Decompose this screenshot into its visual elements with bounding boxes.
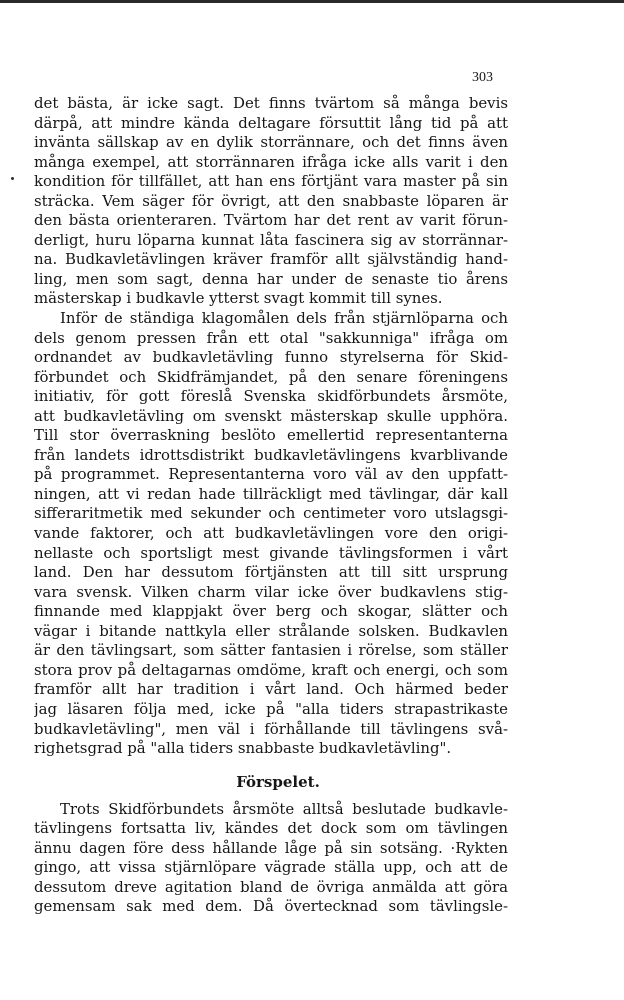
text-line: invänta sällskap av en dylik storrännare, och det finns även <box>34 133 508 152</box>
text-line: framför allt har tradition i vårt land. Och härmed beder <box>34 680 508 699</box>
paragraph-1 <box>34 94 508 309</box>
text-line: Till stor överraskning beslöto emellertid representanterna <box>34 426 508 445</box>
margin-mark <box>11 177 14 180</box>
text-line: jag läsaren följa med, icke på "alla tiders strapastrikaste <box>34 699 508 718</box>
text-line: gingo, att vissa stjärnlöpare vägrade ställa upp, och att de <box>34 858 508 877</box>
text-line: därpå, att mindre kända deltagare försuttit lång tid på att <box>34 113 508 132</box>
text-line: righetsgrad på "alla tiders snabbaste budkavletävling". <box>34 739 452 758</box>
text-line: sifferaritmetik med sekunder och centimeter voro utslagsgi- <box>34 504 508 523</box>
text-line: det bästa, är icke sagt. Det finns tvärtom så många bevis <box>34 94 508 112</box>
text-line: ordnandet av budkavletävling funno styrelserna för Skid- <box>34 348 508 367</box>
section-heading-text: Förspelet. <box>236 772 320 791</box>
page-number: 303 <box>472 70 493 85</box>
paragraph-3 <box>34 800 508 917</box>
text-line: stora prov på deltagarnas omdöme, kraft och energi, och som <box>34 660 508 679</box>
text-line: dels genom pressen från ett otal "sakkunniga" ifråga om <box>34 328 508 347</box>
body-text <box>34 94 508 917</box>
text-line: ling, men som sagt, denna har under de senaste tio årens <box>34 269 508 288</box>
text-line: den bästa orienteraren. Tvärtom har det rent av varit förun- <box>34 211 508 230</box>
text-line: derligt, huru löparna kunnat låta fascinera sig av storrännar- <box>34 230 508 249</box>
text-line: budkavletävling", men väl i förhållande till tävlingens svå- <box>34 719 508 738</box>
section-heading <box>34 772 508 792</box>
paragraph-2 <box>34 309 508 759</box>
text-line: är den tävlingsart, som sätter fantasien i rörelse, som ställer <box>34 641 508 660</box>
text-line: dessutom dreve agitation bland de övriga anmälda att göra <box>34 877 508 896</box>
text-line: kondition för tillfället, att han ens förtjänt vara master på sin <box>34 172 508 191</box>
text-line: land. Den har dessutom förtjänsten att till sitt ursprung <box>34 563 508 582</box>
top-border-rule <box>0 0 624 3</box>
text-line: Inför de ständiga klagomålen dels från stjärnlöparna och <box>60 309 508 328</box>
text-line: från landets idrottsdistrikt budkavletävlingens kvarblivande <box>34 445 508 464</box>
text-line: vägar i bitande nattkyla eller strålande solsken. Budkavlen <box>34 621 508 640</box>
text-line: tävlingens fortsatta liv, kändes det dock som om tävlingen <box>34 819 508 838</box>
text-line: initiativ, för gott föreslå Svenska skidförbundets årsmöte, <box>34 387 508 406</box>
text-line: Trots Skidförbundets årsmöte alltså beslutade budkavle- <box>60 799 508 818</box>
text-line: mästerskap i budkavle ytterst svagt kommit till synes. <box>34 289 443 308</box>
text-line: vara svensk. Vilken charm vilar icke över budkavlens stig- <box>34 582 508 601</box>
text-line: förbundet och Skidfrämjandet, på den senare föreningens <box>34 367 508 386</box>
text-line: nellaste och sportsligt mest givande tävlingsformen i vårt <box>34 543 508 562</box>
text-line: gemensam sak med dem. Då övertecknad som tävlingsle- <box>34 897 508 916</box>
text-line: ännu dagen före dess hållande låge på sin sotsäng. ·Rykten <box>34 838 508 857</box>
text-line: sträcka. Vem säger för övrigt, att den snabbaste löparen är <box>34 191 508 210</box>
text-line: na. Budkavletävlingen kräver framför allt självständig hand- <box>34 250 508 269</box>
text-line: att budkavletävling om svenskt mästerskap skulle upphöra. <box>34 406 508 425</box>
text-line: många exempel, att storrännaren ifråga icke alls varit i den <box>34 152 508 171</box>
text-line: på programmet. Representanterna voro väl av den uppfatt- <box>34 465 508 484</box>
text-line: vande faktorer, och att budkavletävlingen vore den origi- <box>34 524 508 543</box>
text-line: ningen, att vi redan hade tillräckligt med tävlingar, där kall <box>34 484 508 503</box>
text-line: finnande med klappjakt över berg och skogar, slätter och <box>34 602 508 621</box>
